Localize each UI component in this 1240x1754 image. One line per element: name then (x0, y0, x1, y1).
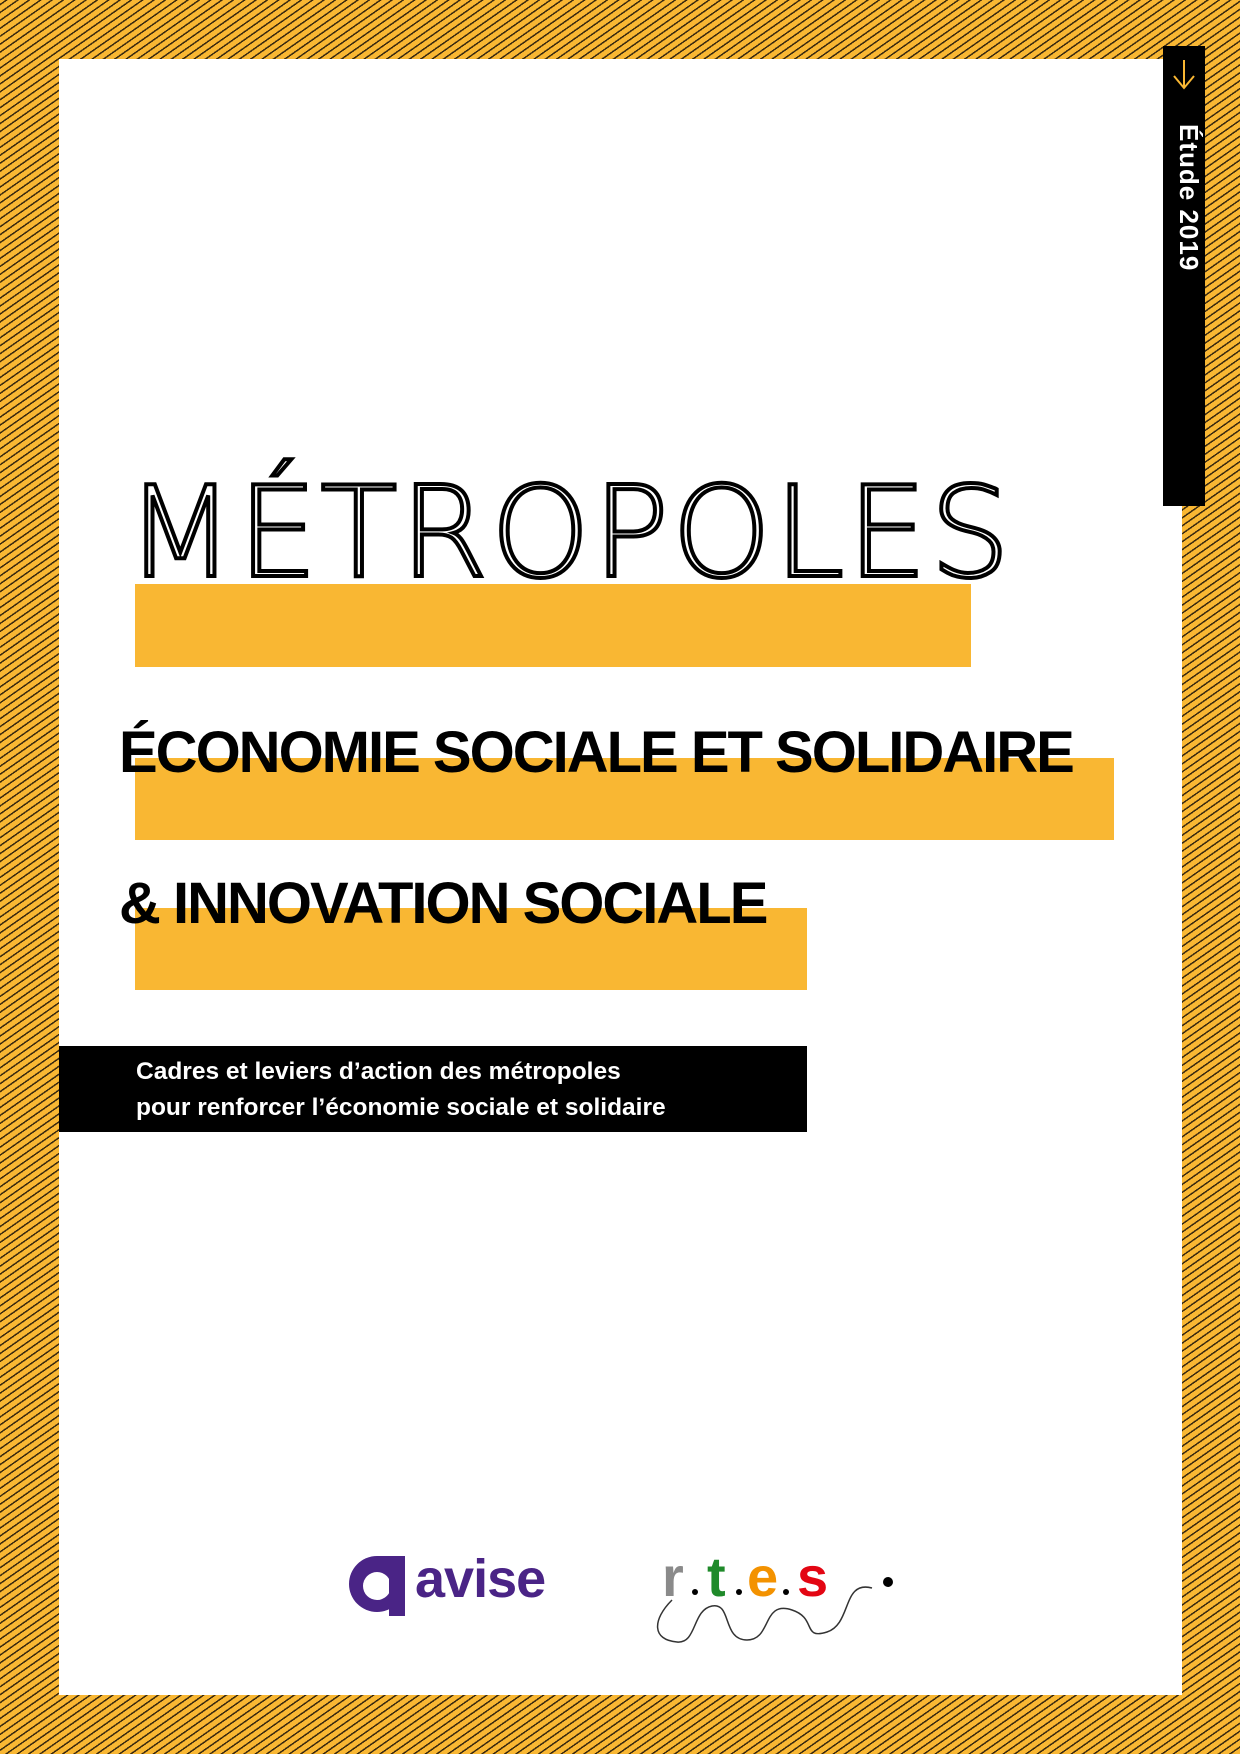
rtes-logo-letter-r: r (662, 1545, 684, 1608)
heading-line-2: & INNOVATION SOCIALE (119, 871, 767, 936)
subtitle-box (59, 1046, 807, 1132)
rtes-logo-letter-e: e (747, 1545, 779, 1608)
avise-logo-mark (345, 1552, 409, 1616)
main-title: MÉTROPOLES (126, 459, 1013, 606)
subtitle-line-2: pour renforcer l’économie sociale et solidaire (136, 1094, 666, 1121)
avise-logo (345, 1549, 575, 1616)
rtes-logo-letter-t: t (707, 1545, 726, 1608)
subtitle-line-1: Cadres et leviers d’action des métropoles (136, 1058, 621, 1085)
rtes-logo-letter-s: s (797, 1545, 829, 1608)
study-year-label: Étude 2019 (1174, 124, 1204, 272)
heading-line-1: ÉCONOMIE SOCIALE ET SOLIDAIRE (119, 720, 1073, 785)
rtes-logo (652, 1540, 902, 1645)
avise-logo-text: avise (415, 1549, 546, 1609)
side-tab (1163, 46, 1205, 506)
arrow-down-icon (1172, 54, 1196, 94)
